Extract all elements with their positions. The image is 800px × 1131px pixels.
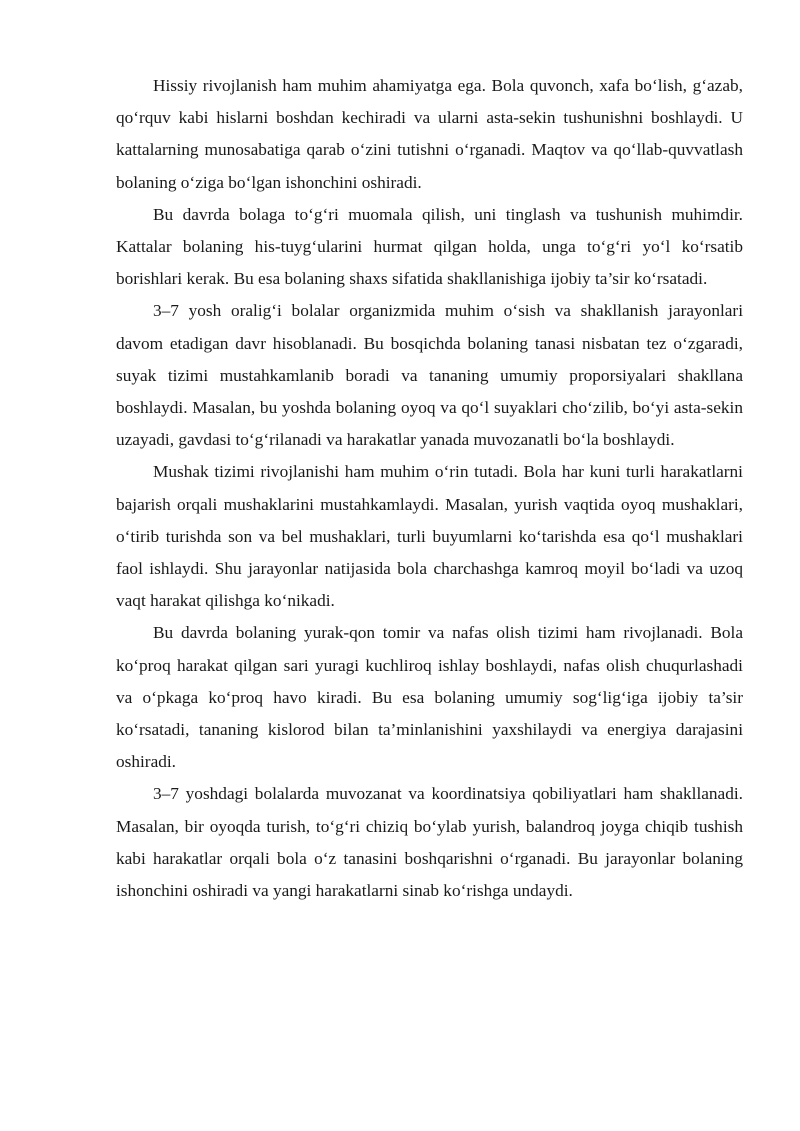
paragraph-muscle-system: Mushak tizimi rivojlanishi ham muhim o‘rin tutadi. Bola har kuni turli harakatlarni bajarish orqali mushaklarini mustahkamlaydi. Masalan, yurish vaqtida oyoq mushaklari, o‘tirib turishda son va bel mushaklari, turli buyumlarni ko‘tarishda esa qo‘l mushaklari faol ishlaydi. Shu jarayonlar natijasida bola charchashga kamroq moyil bo‘ladi va uzoq vaqt harakat qilishga ko‘nikadi. bbox=[116, 462, 743, 611]
document-page bbox=[116, 70, 743, 907]
paragraph-emotional-development: Hissiy rivojlanish ham muhim ahamiyatga ega. Bola quvonch, xafa bo‘lish, g‘azab, qo‘rquv kabi hislarni boshdan kechiradi va ularni asta-sekin tushunishni boshlaydi. U kattalarning munosabatiga qarab o‘zini tutishni o‘rganadi. Maqtov va qo‘llab-quvvatlash bolaning o‘ziga bo‘lgan ishonchini oshiradi. bbox=[116, 76, 743, 192]
paragraph-physical-growth: 3–7 yosh oralig‘i bolalar organizmida muhim o‘sish va shakllanish jarayonlari davom etadigan davr hisoblanadi. Bu bosqichda bolaning tanasi nisbatan tez o‘zgaradi, suyak tizimi mustahkamlanib boradi va tananing umumiy proporsiyalari shakllana boshlaydi. Masalan, bu yoshda bolaning oyoq va qo‘l suyaklari cho‘zilib, bo‘yi asta-sekin uzayadi, gavdasi to‘g‘rilanadi va harakatlar yanada muvozanatli bo‘la boshlaydi. bbox=[116, 301, 743, 450]
paragraph-proper-treatment: Bu davrda bolaga to‘g‘ri muomala qilish, uni tinglash va tushunish muhimdir. Kattalar bolaning his-tuyg‘ularini hurmat qilgan holda, unga to‘g‘ri yo‘l ko‘rsatib borishlari kerak. Bu esa bolaning shaxs sifatida shakllanishiga ijobiy ta’sir ko‘rsatadi. bbox=[116, 204, 743, 289]
paragraph-balance-coordination: 3–7 yoshdagi bolalarda muvozanat va koordinatsiya qobiliyatlari ham shakllanadi. Masalan, bir oyoqda turish, to‘g‘ri chiziq bo‘ylab yurish, balandroq joyga chiqib tushish kabi harakatlar orqali bola o‘z tanasini boshqarishni o‘rganadi. Bu jarayonlar bolaning ishonchini oshiradi va yangi harakatlarni sinab ko‘rishga undaydi. bbox=[116, 784, 743, 901]
paragraph-cardio-respiratory: Bu davrda bolaning yurak-qon tomir va nafas olish tizimi ham rivojlanadi. Bola ko‘proq harakat qilgan sari yuragi kuchliroq ishlay boshlaydi, nafas olish chuqurlashadi va o‘pkaga ko‘proq havo kiradi. Bu esa bolaning umumiy sog‘lig‘iga ijobiy ta’sir ko‘rsatadi, tananing kislorod bilan ta’minlanishini yaxshilaydi va energiya darajasini oshiradi. bbox=[116, 623, 743, 772]
